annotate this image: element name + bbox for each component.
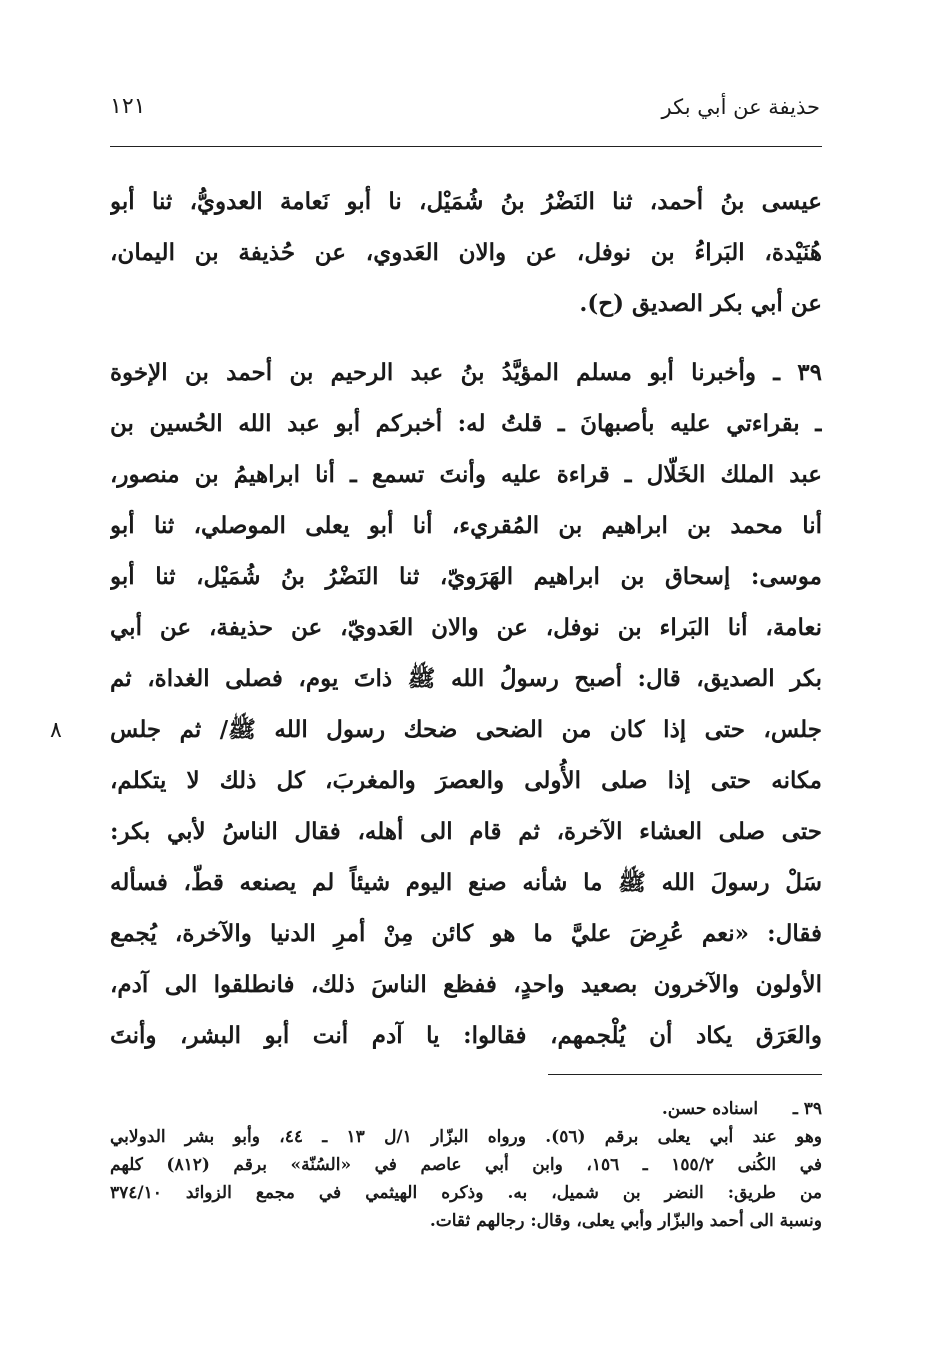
footnote-rule	[548, 1074, 822, 1075]
text-line: عن أبي بكر الصديق (ح).	[579, 290, 822, 317]
text-line: عبد الملك الخَلّال ـ قراءة عليه وأنتَ تسمع ـ أنا ابراهيمُ بن منصور،	[110, 461, 822, 488]
running-title: حذيفة عن أبي بكر	[661, 95, 820, 119]
text-line: سَلْ رسولَ الله ﷺ ما شأنه صنع اليوم شيئاً لم يصنعه قطّ، فسأله	[110, 869, 822, 896]
footnote-line: ونسبة الى أحمد والبزّار وأبي يعلى، وقال: رجالهم ثقات.	[429, 1211, 822, 1231]
isnad-paragraph	[110, 176, 822, 329]
text-line: حتى صلى العشاء الآخرة، ثم قام الى أهله، فقال الناسُ لأبي بكر:	[110, 818, 822, 845]
text-line: ٣٩ ـ وأخبرنا أبو مسلم المؤيَّدُ بنُ عبد الرحيم بن أحمد بن الإخوة	[110, 359, 822, 386]
footnote-line: في الكُنى ١٥٥/٢ ـ ١٥٦، وابن أبي عاصم في «السُنّة» برقم (٨١٢) كلهم	[110, 1155, 822, 1175]
page-number: ١٢١	[110, 94, 146, 119]
header-rule	[110, 146, 822, 147]
footnote	[110, 1095, 822, 1235]
running-header	[110, 92, 820, 126]
text-line: الأولون والآخرون بصعيد واحدٍ، ففظع الناسَ ذلك، فانطلقوا الى آدم،	[110, 971, 822, 998]
text-line: والعَرَق يكاد أن يُلْجمهم، فقالوا: يا آدم أنت أبو البشر، وأنتَ	[110, 1022, 822, 1049]
footnote-heading: اسناده حسن.	[661, 1099, 759, 1119]
text-line: ـ بقراءتي عليه بأصبهانَ ـ قلتُ له: أخبركم أبو عبد الله الحُسين بن	[110, 410, 822, 437]
text-line: موسى: إسحاق بن ابراهيم الهَرَويّ، ثنا النَضْرُ بنُ شُمَيْل، ثنا أبو	[110, 563, 822, 590]
footnote-heading-line	[110, 1095, 822, 1123]
text-line: جلس، حتى إذا كان من الضحى ضحك رسول الله ﷺ/ ثم جلس	[110, 716, 822, 743]
text-line: بكر الصديق، قال: أصبح رسولُ الله ﷺ ذاتَ يوم، فصلى الغداة، ثم	[110, 665, 822, 692]
hadith-paragraph	[110, 347, 822, 1061]
text-line: نعامة، أنا البَراء بن نوفل، عن والان العَدويّ، عن حذيفة، عن أبي	[110, 614, 822, 641]
margin-page-marker: ٨	[50, 718, 62, 743]
footnote-line: من طريق: النضر بن شميل، به. وذكره الهيثمي في مجمع الزوائد ٣٧٤/١٠	[110, 1183, 822, 1203]
footnote-number: ٣٩ ـ	[792, 1099, 822, 1119]
text-line: هُنَيْدة، البَراءُ بن نوفل، عن والان العَدوي، عن حُذيفة بن اليمان،	[110, 239, 822, 266]
text-line: أنا محمد بن ابراهيم بن المُقريء، أنا أبو يعلى الموصلي، ثنا أبو	[110, 512, 822, 539]
text-line: عيسى بنُ أحمد، ثنا النَضْرُ بنُ شُمَيْل، نا أبو نَعامة العدويُّ، ثنا أبو	[110, 188, 822, 215]
footnote-line: وهو عند أبي يعلى برقم (٥٦). ورواه البزّار ١/ل ١٣ ـ ٤٤، وأبو بشر الدولابي	[110, 1127, 822, 1147]
text-line: فقال: «نعم عُرِضَ عليَّ ما هو كائن مِنْ أمرِ الدنيا والآخرة، يُجمع	[110, 920, 822, 947]
text-line: مكانه حتى إذا صلى الأُولى والعصرَ والمغربَ، كل ذلك لا يتكلم،	[110, 767, 822, 794]
